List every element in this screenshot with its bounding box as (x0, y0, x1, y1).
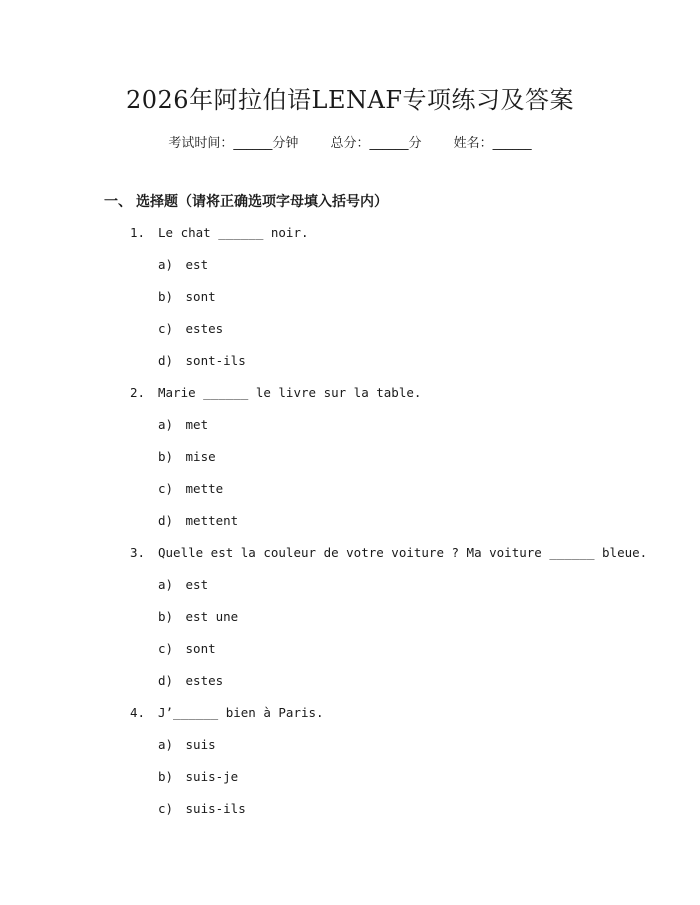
question-text: Marie ______ le livre sur la table. (158, 385, 422, 400)
exam-name: 姓名：______ (453, 136, 532, 151)
question-text: Le chat ______ noir. (158, 225, 309, 240)
exam-meta (0, 132, 700, 151)
exam-score: 总分：______分 (330, 136, 422, 151)
option-label: b) (158, 769, 174, 784)
exam-time: 考试时间：______分钟 (168, 136, 299, 151)
question-3 (130, 544, 670, 576)
question-text: Quelle est la couleur de votre voiture ? Ma voiture ______ bleue. (158, 545, 648, 560)
option-label: a) (158, 417, 174, 432)
option-text: estes (185, 321, 224, 336)
option-2b (130, 448, 670, 480)
option-text: sont-ils (185, 353, 246, 368)
option-label: d) (158, 353, 174, 368)
question-1 (130, 224, 670, 256)
option-4b (130, 768, 670, 800)
option-label: c) (158, 641, 174, 656)
option-3a (130, 576, 670, 608)
section-heading (104, 191, 388, 211)
option-label: a) (158, 737, 174, 752)
section-number: 一、 (104, 194, 132, 210)
option-4c (130, 800, 670, 832)
option-text: est (185, 577, 209, 592)
option-3b (130, 608, 670, 640)
option-text: suis-je (185, 769, 239, 784)
option-2c (130, 480, 670, 512)
option-text: met (185, 417, 209, 432)
option-label: b) (158, 609, 174, 624)
option-2d (130, 512, 670, 544)
option-text: mettent (185, 513, 239, 528)
option-1c (130, 320, 670, 352)
option-text: mette (185, 481, 224, 496)
option-label: c) (158, 321, 174, 336)
option-label: b) (158, 449, 174, 464)
option-label: a) (158, 577, 174, 592)
option-text: mise (185, 449, 216, 464)
option-label: c) (158, 481, 174, 496)
section-title: 选择题（请将正确选项字母填入括号内） (136, 194, 388, 210)
option-label: d) (158, 673, 174, 688)
option-text: suis-ils (185, 801, 246, 816)
question-number: 3. (130, 545, 146, 560)
question-list (130, 224, 670, 832)
option-label: b) (158, 289, 174, 304)
question-number: 4. (130, 705, 146, 720)
question-text: J’______ bien à Paris. (158, 705, 324, 720)
question-number: 2. (130, 385, 146, 400)
option-3c (130, 640, 670, 672)
document-title: 2026年阿拉伯语LENAF专项练习及答案 (125, 86, 575, 114)
option-text: est une (185, 609, 239, 624)
question-2 (130, 384, 670, 416)
option-label: c) (158, 801, 174, 816)
question-number: 1. (130, 225, 146, 240)
option-4a (130, 736, 670, 768)
option-1d (130, 352, 670, 384)
option-text: estes (185, 673, 224, 688)
option-label: a) (158, 257, 174, 272)
option-text: suis (185, 737, 216, 752)
question-4 (130, 704, 670, 736)
option-1b (130, 288, 670, 320)
option-3d (130, 672, 670, 704)
option-label: d) (158, 513, 174, 528)
option-1a (130, 256, 670, 288)
option-text: sont (185, 641, 216, 656)
option-text: est (185, 257, 209, 272)
option-text: sont (185, 289, 216, 304)
option-2a (130, 416, 670, 448)
